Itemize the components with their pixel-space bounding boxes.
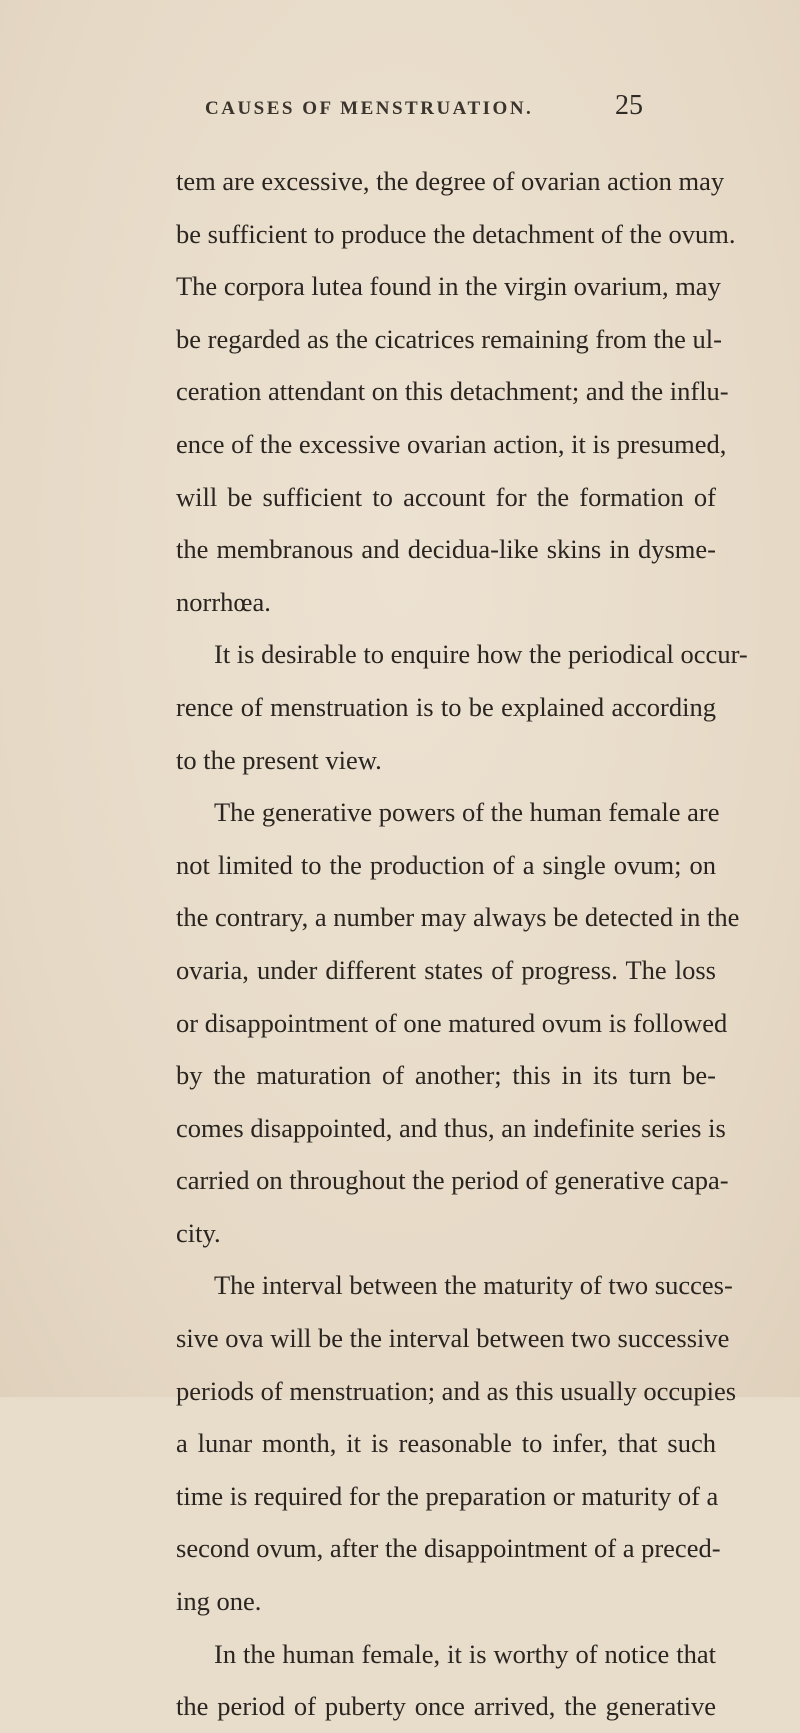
text-line: ovaria, under different states of progress. The loss: [176, 954, 716, 985]
page-number: 25: [615, 90, 643, 121]
text-line: a lunar month, it is reasonable to infer, that such: [176, 1428, 716, 1459]
text-line: second ovum, after the disappointment of a preced-: [176, 1533, 721, 1564]
text-line: time is required for the preparation or maturity of a: [176, 1480, 719, 1511]
text-line: tem are excessive, the degree of ovarian action may: [176, 166, 725, 196]
running-head: CAUSES OF MENSTRUATION.: [205, 98, 534, 119]
text-line: In the human female, it is worthy of notice that: [214, 1638, 716, 1669]
text-line: ing one.: [176, 1586, 262, 1617]
text-line: be sufficient to produce the detachment of the ovum.: [176, 218, 736, 249]
text-line: norrhœa.: [176, 586, 271, 617]
text-line: city.: [176, 1217, 221, 1248]
text-line: will be sufficient to account for the formation of: [176, 481, 716, 512]
text-line: The corpora lutea found in the virgin ovarium, may: [176, 271, 721, 302]
text-line: ceration attendant on this detachment; and the influ-: [176, 376, 729, 407]
text-line: by the maturation of another; this in its turn be-: [176, 1060, 716, 1091]
text-line: It is desirable to enquire how the periodical occur-: [214, 639, 748, 670]
text-line: the period of puberty once arrived, the generative: [176, 1691, 716, 1722]
text-line: or disappointment of one matured ovum is followed: [176, 1007, 728, 1038]
text-line: periods of menstruation; and as this usually occupies: [176, 1375, 737, 1406]
body-text: [176, 155, 748, 1733]
text-line: to the present view.: [176, 744, 382, 775]
text-line: not limited to the production of a single ovum; on: [176, 849, 716, 880]
page-header: [205, 90, 800, 138]
text-line: rence of menstruation is to be explained according: [176, 691, 716, 722]
text-line: carried on throughout the period of generative capa-: [176, 1165, 729, 1196]
text-line: sive ova will be the interval between two successive: [176, 1323, 730, 1354]
text-line: the contrary, a number may always be detected in the: [176, 902, 740, 933]
text-line: The interval between the maturity of two succes-: [214, 1270, 733, 1301]
text-line: the membranous and decidua-like skins in dysme-: [176, 534, 716, 565]
text-line: be regarded as the cicatrices remaining from the ul-: [176, 323, 722, 354]
text-line: comes disappointed, and thus, an indefinite series is: [176, 1112, 726, 1143]
text-line: The generative powers of the human female are: [214, 797, 720, 828]
text-line: ence of the excessive ovarian action, it is presumed,: [176, 428, 727, 459]
